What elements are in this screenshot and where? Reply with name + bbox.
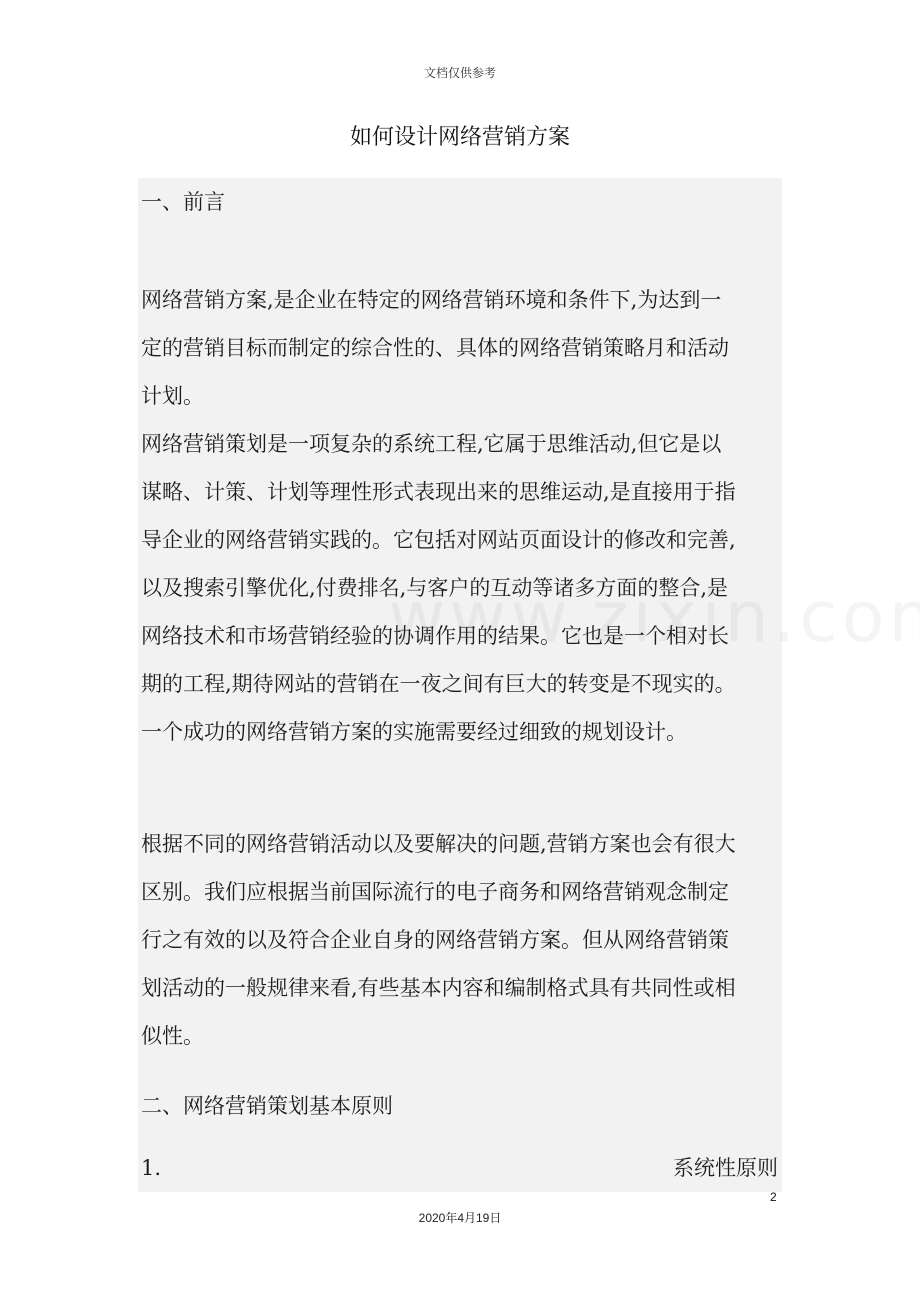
paragraph-line: 行之有效的以及符合企业自身的网络营销方案。但从网络营销策: [141, 928, 729, 952]
item-number: 1.: [141, 1156, 162, 1180]
document-title: 如何设计网络营销方案: [349, 125, 570, 150]
header-note: 文档仅供参考: [423, 66, 496, 80]
numbered-item: [141, 1156, 778, 1180]
paragraph-line: 网络营销策划是一项复杂的系统工程,它属于思维活动,但它是以: [141, 432, 722, 456]
paragraph-line: 一个成功的网络营销方案的实施需要经过细致的规划设计。: [141, 720, 687, 744]
paragraph-line: 网络技术和市场营销经验的协调作用的结果。它也是一个相对长: [141, 624, 729, 648]
paragraph-line: 区别。我们应根据当前国际流行的电子商务和网络营销观念制定: [141, 880, 729, 904]
paragraph-line: 谋略、计策、计划等理性形式表现出来的思维运动,是直接用于指: [141, 480, 736, 504]
paragraph-line: 计划。: [141, 384, 204, 408]
paragraph-line: 定的营销目标而制定的综合性的、具体的网络营销策略月和活动: [141, 336, 729, 360]
paragraph-line: 网络营销方案,是企业在特定的网络营销环境和条件下,为达到一: [141, 288, 722, 312]
document-body: [138, 178, 782, 1192]
section-heading-preface: 一、前言: [141, 190, 225, 214]
paragraph-line: 以及搜索引擎优化,付费排名,与客户的互动等诸多方面的整合,是: [141, 576, 729, 600]
paragraph-line: 似性。: [141, 1024, 204, 1048]
item-label: 系统性原则: [673, 1156, 778, 1180]
footer-date: 2020年4月19日: [418, 1211, 502, 1225]
paragraph-line: 导企业的网络营销实践的。它包括对网站页面设计的修改和完善,: [141, 528, 736, 552]
paragraph-line: 期的工程,期待网站的营销在一夜之间有巨大的转变是不现实的。: [141, 672, 736, 696]
section-heading-principles: 二、网络营销策划基本原则: [141, 1094, 393, 1118]
page-number: 2: [770, 1190, 777, 1204]
paragraph-line: 划活动的一般规律来看,有些基本内容和编制格式具有共同性或相: [141, 976, 736, 1000]
paragraph-line: 根据不同的网络营销活动以及要解决的问题,营销方案也会有很大: [141, 832, 736, 856]
